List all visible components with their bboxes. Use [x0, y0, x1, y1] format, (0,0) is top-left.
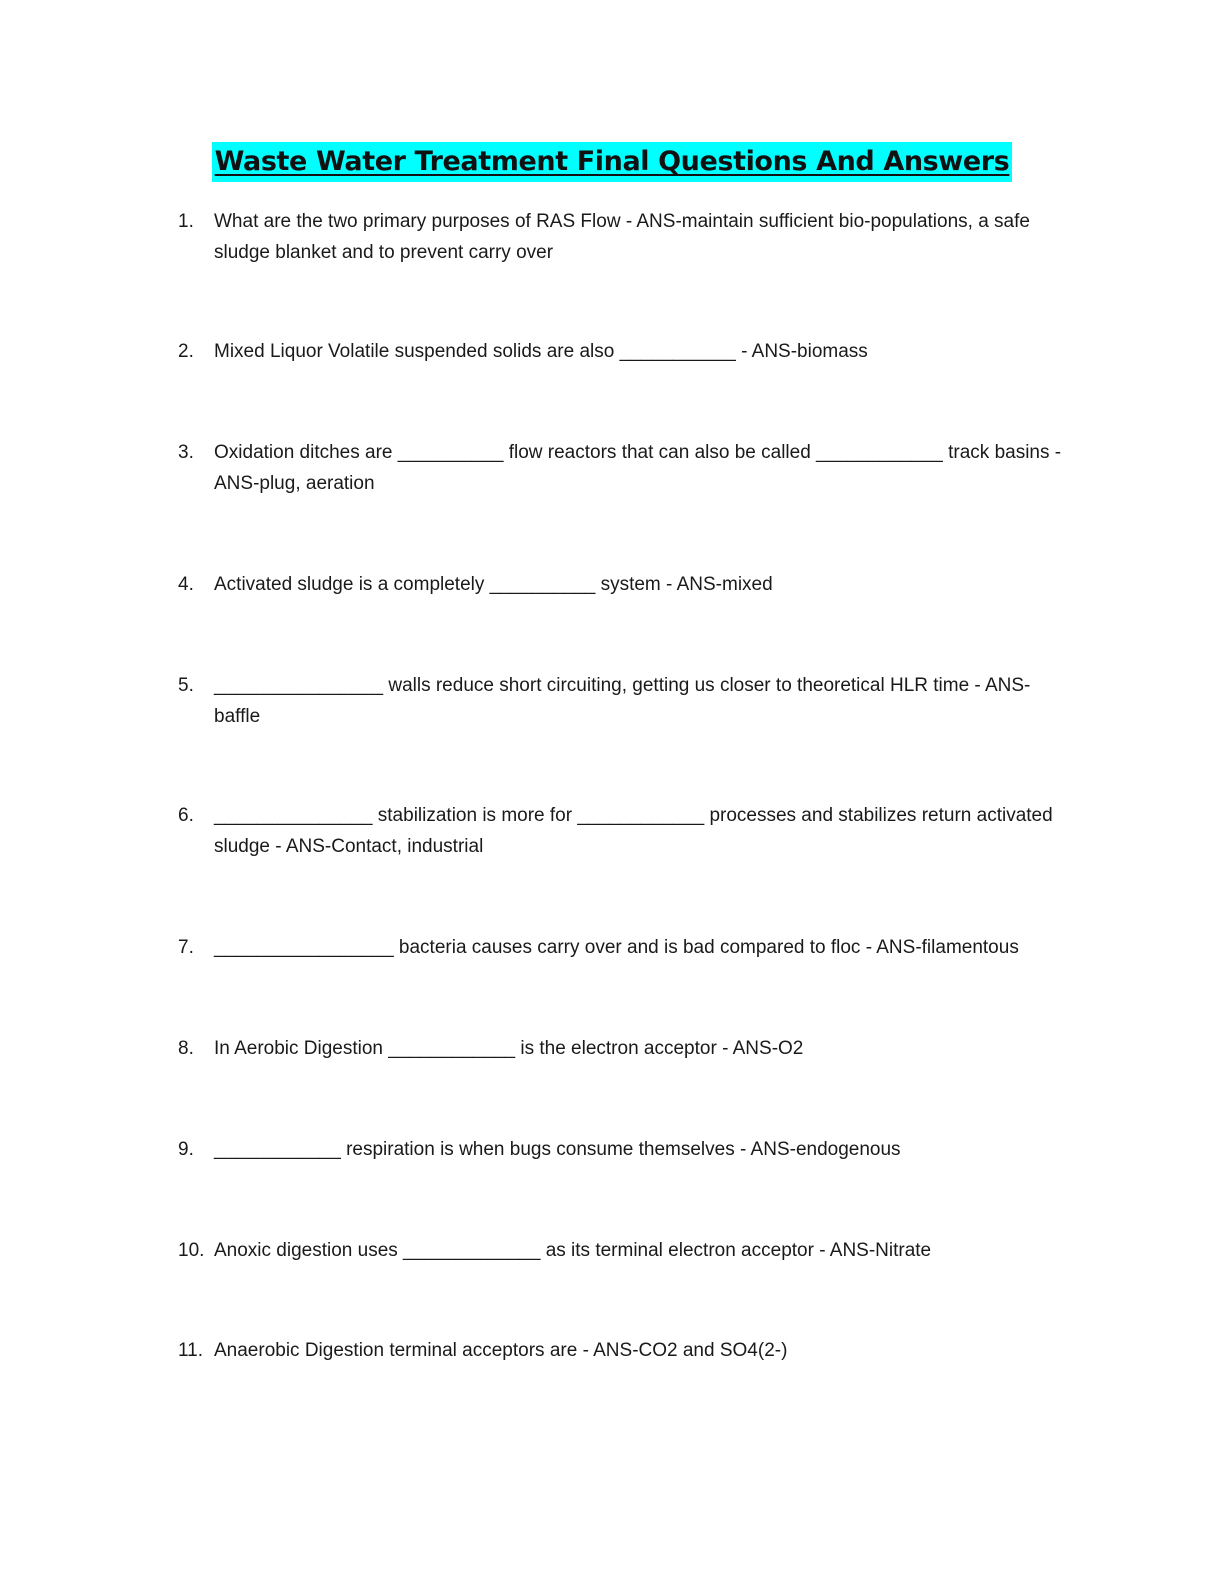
question-text: What are the two primary purposes of RAS Flow - ANS-maintain sufficient bio-populations, a safe sludge blanket and to prevent carry over	[214, 211, 1030, 263]
title-container	[0, 142, 1224, 182]
question-text: ____________ respiration is when bugs consume themselves - ANS-endogenous	[214, 1139, 901, 1160]
question-text: Anoxic digestion uses _____________ as its terminal electron acceptor - ANS-Nitrate	[214, 1240, 932, 1261]
question-number: 9.	[178, 1139, 194, 1160]
question-number: 8.	[178, 1038, 194, 1059]
question-text: Anaerobic Digestion terminal acceptors are - ANS-CO2 and SO4(2-)	[214, 1340, 788, 1361]
question-text: Mixed Liquor Volatile suspended solids are also ___________ - ANS-biomass	[214, 341, 868, 362]
question-text: _________________ bacteria causes carry over and is bad compared to floc - ANS-filamentous	[214, 937, 1019, 958]
question-number: 1.	[178, 211, 194, 232]
question-text: ________________ walls reduce short circuiting, getting us closer to theoretical HLR time - ANS-baffle	[214, 675, 1031, 727]
question-text: _______________ stabilization is more for ____________ processes and stabilizes return activated sludge - ANS-Contact, industrial	[214, 805, 1053, 857]
question-number: 3.	[178, 442, 194, 463]
question-text: In Aerobic Digestion ____________ is the electron acceptor - ANS-O2	[214, 1038, 804, 1059]
question-number: 5.	[178, 675, 194, 696]
question-text: Oxidation ditches are __________ flow reactors that can also be called ____________ track basins - ANS-plug, aeration	[214, 442, 1062, 494]
document-title: Waste Water Treatment Final Questions And Answers	[212, 142, 1013, 182]
question-number: 10.	[178, 1240, 205, 1261]
question-number: 2.	[178, 341, 194, 362]
question-number: 7.	[178, 937, 194, 958]
question-number: 6.	[178, 805, 194, 826]
question-number: 4.	[178, 574, 194, 595]
question-text: Activated sludge is a completely __________ system - ANS-mixed	[214, 574, 773, 595]
question-number: 11.	[178, 1340, 204, 1361]
